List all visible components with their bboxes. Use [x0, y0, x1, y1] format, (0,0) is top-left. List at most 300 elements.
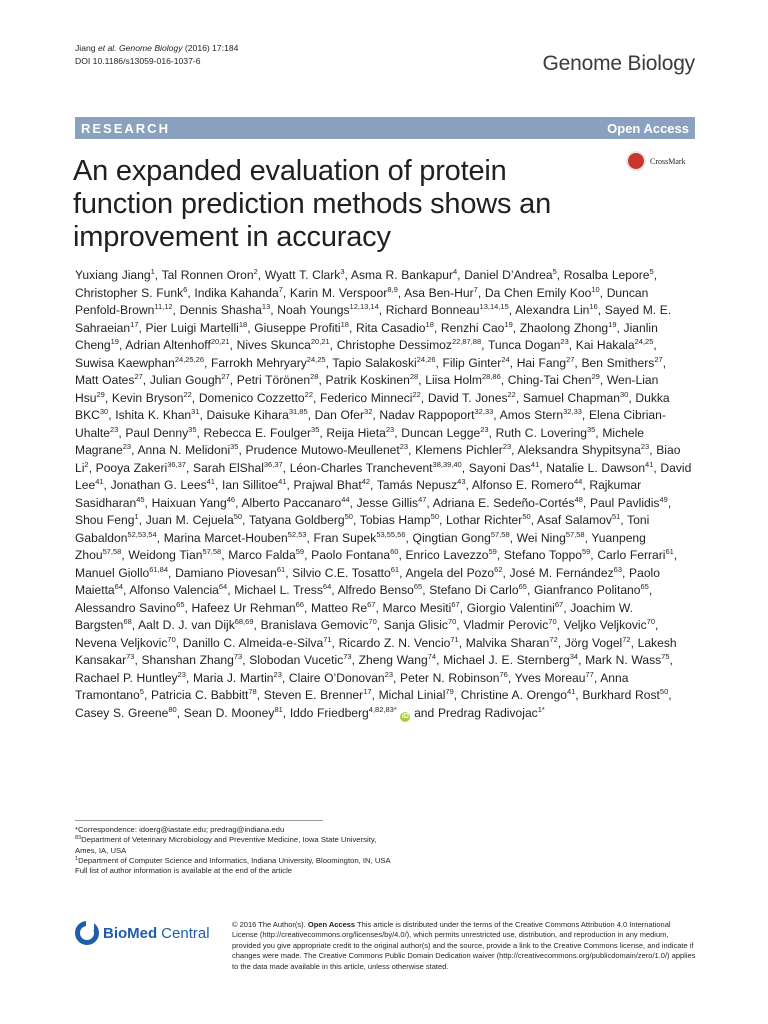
- author-affiliation: 68,69: [234, 617, 254, 626]
- author-name: Aleksandra Shypitsyna: [517, 443, 641, 457]
- license-open-access: Open Access: [307, 920, 356, 929]
- author-name: Kai Hakala: [575, 338, 635, 352]
- author-affiliation: 51: [611, 512, 621, 521]
- author: [383, 601, 460, 615]
- author-name: Toni Gabaldon: [75, 513, 650, 545]
- author-name: Dan Ofer: [314, 408, 365, 422]
- author-name: Haixuan Yang: [151, 495, 227, 510]
- author: [534, 583, 649, 597]
- author-affiliation: 71: [323, 634, 332, 644]
- author-name: Fran Supek: [313, 530, 377, 545]
- author-affiliation: 50: [233, 512, 243, 521]
- author-name: David Lee: [75, 460, 692, 492]
- author-affiliation: 16: [589, 302, 598, 311]
- author-name: Petri Törönen: [236, 373, 311, 387]
- author-affiliation: 41: [206, 477, 215, 486]
- author-affiliation: 23: [384, 669, 394, 679]
- author: [138, 618, 253, 632]
- author: [356, 321, 434, 335]
- author-name: Indika Kahanda: [194, 285, 279, 300]
- author-affiliation: 73: [126, 652, 135, 661]
- citation-journal: Genome Biology: [118, 43, 183, 53]
- author: [537, 513, 620, 527]
- author-affiliation: 57,58: [565, 529, 585, 539]
- author-name: Ishita K. Khan: [115, 408, 192, 422]
- author-affiliation: 28: [409, 372, 419, 381]
- author-name: Nevena Veljkovic: [75, 635, 168, 650]
- author-name: Hafeez Ur Rehman: [191, 600, 296, 615]
- author: [125, 338, 229, 352]
- author: [75, 356, 204, 370]
- author-name: Daniel D’Andrea: [464, 268, 553, 282]
- author-name: Da Chen Emily Koo: [484, 285, 592, 300]
- author-affiliation: 68: [123, 617, 132, 626]
- author-affiliation: 66: [295, 599, 304, 609]
- author-name: Wen-Lian Hsu: [75, 373, 659, 405]
- author-name: Alfredo Benso: [337, 583, 414, 597]
- author-affiliation: 60: [390, 547, 399, 556]
- author: [339, 636, 459, 650]
- author-name: Tamás Nepusz: [376, 478, 458, 492]
- author: [234, 583, 331, 597]
- author: [464, 268, 557, 282]
- author-name: Shou Feng: [75, 513, 135, 527]
- author: [128, 548, 221, 562]
- author: [311, 548, 398, 562]
- author-name: Weidong Tian: [128, 548, 203, 562]
- author-name: Iddo Friedberg: [289, 705, 369, 720]
- author: [313, 531, 405, 545]
- author: [150, 373, 230, 387]
- author-name: Asaf Salamov: [537, 513, 612, 527]
- author-name: Reija Hieta: [326, 425, 386, 440]
- author-affiliation: 6: [183, 284, 188, 294]
- author-affiliation: 23: [109, 424, 119, 434]
- author-affiliation: 8,9: [387, 284, 398, 294]
- biomed-central-logo[interactable]: [75, 921, 210, 945]
- author-affiliation: 31,85: [288, 407, 308, 416]
- author-affiliation: 46: [226, 494, 236, 504]
- author-name: Duncan Legge: [401, 425, 481, 440]
- author-affiliation: 24,25,26: [174, 354, 205, 364]
- author-affiliation: 41: [645, 459, 654, 469]
- license-prefix: © 2016 The Author(s).: [232, 920, 308, 929]
- author-name: Nives Skunca: [236, 338, 311, 352]
- author-affiliation: 10: [591, 284, 600, 294]
- author-name: Jonathan G. Lees: [110, 478, 207, 492]
- author: [520, 321, 617, 335]
- author: [377, 478, 466, 492]
- author-affiliation: 34: [569, 652, 579, 661]
- author: [112, 391, 192, 405]
- author-name: Sanja Glisic: [383, 618, 448, 632]
- author-affiliation: 77: [585, 669, 594, 679]
- author-name: Biao Li: [75, 443, 681, 475]
- author-affiliation: 22: [304, 389, 314, 399]
- author-name: Sayoni Das: [468, 460, 531, 475]
- author-name: Patricia C. Babbitt: [150, 688, 249, 702]
- author: [246, 443, 409, 457]
- author-name: Suwisa Kaewphan: [75, 355, 175, 370]
- author-name: Damiano Piovesan: [175, 565, 277, 580]
- affiliation-1: [75, 856, 395, 866]
- author: [443, 653, 578, 667]
- author-affiliation: 63: [613, 564, 622, 574]
- author-affiliation: 29: [96, 389, 105, 399]
- author-name: Zheng Wang: [358, 653, 428, 667]
- author-affiliation: 78: [248, 687, 257, 696]
- author: [500, 408, 582, 422]
- crossmark-badge[interactable]: [626, 151, 686, 171]
- author-affiliation: 32,33: [563, 407, 582, 416]
- author-name: Tal Ronnen Oron: [161, 268, 254, 282]
- affiliation-1-number: 1: [75, 855, 79, 862]
- author-name: Joachim W. Bargsten: [75, 600, 634, 632]
- author: [441, 321, 513, 335]
- author-affiliation: 22,87,88: [451, 337, 482, 346]
- citation-year-volume: (2016) 17:184: [182, 43, 239, 53]
- author-name: Danillo C. Almeida-e-Silva: [182, 635, 324, 650]
- author-affiliation: 30: [620, 389, 629, 399]
- author-affiliation: 65: [518, 582, 527, 591]
- affiliation-83-number: 83: [75, 835, 82, 842]
- doi[interactable]: DOI 10.1186/s13059-016-1037-6: [75, 55, 201, 66]
- biomed-central-icon: [75, 921, 99, 945]
- author-affiliation: 19: [504, 319, 513, 329]
- author-name: Renzhi Cao: [440, 320, 505, 335]
- author-affiliation: 59: [295, 547, 305, 556]
- author-name: Tobias Hamp: [359, 513, 431, 527]
- author-name: Christine A. Orengo: [460, 688, 567, 702]
- author-affiliation: 70: [646, 617, 655, 626]
- author-name: Rachael P. Huntley: [75, 670, 178, 685]
- author: [162, 268, 258, 282]
- author: [292, 566, 399, 580]
- author: [351, 268, 457, 282]
- author-name: Mark N. Wass: [585, 653, 662, 667]
- author-affiliation: 59: [581, 547, 591, 556]
- author-affiliation: 7: [278, 284, 283, 294]
- author-name: Gianfranco Politano: [533, 583, 641, 597]
- author-affiliation: 62: [494, 564, 503, 574]
- author-name: Anna N. Melidoni: [137, 443, 231, 457]
- author: [546, 461, 653, 475]
- author-name: Paolo Fontana: [311, 548, 391, 562]
- author: [249, 513, 353, 527]
- author-affiliation: 65: [176, 599, 185, 609]
- author-affiliation: 28: [310, 372, 319, 381]
- author: [429, 583, 527, 597]
- author: [590, 496, 668, 510]
- correspondence: *Correspondence: idoerg@iastate.edu; predrag@indiana.edu: [75, 825, 285, 834]
- author-name: Aalt D. J. van Dijk: [138, 618, 235, 632]
- author: [576, 338, 654, 352]
- author: [152, 496, 236, 510]
- author: [405, 548, 496, 562]
- author-affiliation: 35: [311, 424, 320, 434]
- author: [75, 601, 185, 615]
- author-name: Matteo Re: [311, 600, 368, 615]
- author: [194, 286, 283, 300]
- author: [175, 566, 285, 580]
- author-affiliation: 23: [122, 442, 132, 451]
- author-affiliation: 49: [659, 494, 668, 504]
- affiliation-83: [75, 835, 395, 856]
- author: [472, 478, 582, 492]
- author-name: Rita Casadio: [355, 320, 426, 335]
- author-name: Prajwal Bhat: [293, 478, 362, 492]
- author-name: Malvika Sharan: [465, 635, 550, 650]
- author: [151, 688, 257, 702]
- author: [290, 706, 397, 720]
- author: [75, 513, 139, 527]
- author: [379, 688, 454, 702]
- author: [75, 671, 186, 685]
- author-affiliation: 57,58: [202, 547, 222, 556]
- author-info-note: Full list of author information is available at the end of the article: [75, 866, 293, 876]
- author: [146, 321, 248, 335]
- author-affiliation: 5: [139, 687, 144, 696]
- citation-etal: et al.: [97, 43, 117, 53]
- author: [211, 356, 326, 370]
- author-name: Carlo Ferrari: [597, 548, 666, 562]
- author: [237, 373, 319, 387]
- author: [405, 566, 502, 580]
- author-affiliation: 74: [427, 652, 437, 661]
- author-affiliation: 23: [273, 669, 282, 679]
- author-affiliation: 38,39,40: [432, 459, 462, 469]
- author: [510, 566, 622, 580]
- author-name: Filip Ginter: [442, 355, 502, 370]
- author-affiliation: 72: [622, 634, 631, 644]
- author-name: Marina Marcet-Houben: [163, 530, 288, 545]
- author: [261, 618, 377, 632]
- author-name: Kevin Bryson: [111, 390, 184, 405]
- author: [264, 688, 372, 702]
- author-name: Noah Youngs: [277, 303, 350, 317]
- author-conjunction: and: [414, 705, 435, 720]
- author-name: Yuxiang Jiang: [75, 268, 151, 282]
- author-name: Patrik Koskinen: [325, 373, 410, 387]
- author: [461, 688, 575, 702]
- author-affiliation: 65: [640, 582, 649, 591]
- crossmark-label: CrossMark: [650, 156, 686, 166]
- author: [415, 443, 511, 457]
- author: [199, 391, 313, 405]
- author: [469, 461, 540, 475]
- author-name: Lothar Richter: [446, 513, 523, 527]
- author-affiliation: 7: [473, 284, 478, 294]
- author-affiliation: 48: [574, 494, 583, 504]
- affiliation-83-text: Department of Veterinary Microbiology and Preventive Medicine, Iowa State University, Ames, IA, USA: [75, 835, 377, 855]
- author-affiliation: 70: [167, 634, 176, 644]
- author-name: Tatyana Goldberg: [248, 513, 345, 527]
- author-affiliation: 3: [340, 267, 345, 276]
- author-affiliation: 50: [659, 687, 669, 696]
- author-affiliation: 23: [399, 442, 409, 451]
- author-name: Giuseppe Profiti: [254, 320, 341, 335]
- author-name: Ruth C. Lovering: [495, 425, 587, 440]
- author-name: Alessandro Savino: [75, 600, 177, 615]
- author: [75, 566, 168, 580]
- author-affiliation: 52,53: [287, 529, 307, 539]
- affiliation-1-text: Department of Computer Science and Informatics, Indiana University, Bloomington, IN, USA: [78, 855, 391, 865]
- author: [504, 548, 590, 562]
- author-affiliation: 4: [453, 267, 458, 276]
- author-affiliation: 27: [134, 372, 143, 381]
- author-affiliation: 24: [501, 354, 510, 364]
- author-affiliation: 36,37: [263, 459, 283, 469]
- author-name: Léon-Charles Tranchevent: [289, 460, 433, 475]
- author-affiliation: 22: [507, 389, 516, 399]
- author-affiliation: 35: [188, 424, 197, 434]
- author-affiliation: 71: [450, 634, 459, 644]
- author: [565, 636, 631, 650]
- author-name: Stefano Di Carlo: [429, 583, 519, 597]
- author-name: Michael J. E. Sternberg: [443, 653, 570, 667]
- author: [311, 601, 375, 615]
- author-affiliation: 27: [566, 354, 575, 364]
- author-name: Rosalba Lepore: [563, 268, 650, 282]
- author-name: Veljko Veljkovic: [563, 618, 647, 632]
- author-name: Julian Gough: [149, 373, 222, 387]
- author-affiliation: 24,26: [416, 354, 436, 364]
- author-name: José M. Fernández: [509, 565, 614, 580]
- author-affiliation: 73: [233, 652, 243, 661]
- author: [294, 478, 371, 492]
- author: [249, 653, 351, 667]
- author-name: Liisa Holm: [425, 373, 482, 387]
- author: [207, 408, 308, 422]
- author: [125, 426, 196, 440]
- author: [466, 636, 558, 650]
- author-name: Matt Oates: [75, 373, 135, 387]
- author-name: Juan M. Cejuela: [145, 513, 234, 527]
- author-affiliation: 17: [363, 687, 372, 696]
- author-affiliation: 53,55,56: [376, 529, 406, 539]
- author: [137, 443, 238, 457]
- author: [496, 426, 596, 440]
- author-name: Federico Minneci: [320, 390, 413, 405]
- author-name: Ian Sillitoe: [222, 478, 279, 492]
- author: [401, 426, 488, 440]
- author-affiliation: 18: [238, 319, 248, 329]
- author-affiliation: 24,25: [634, 337, 654, 346]
- article-type-banner: [75, 117, 695, 139]
- author-name: Alfonso Valencia: [129, 583, 219, 597]
- author-name: Alberto Paccanaro: [241, 495, 342, 510]
- author-name: Ricardo Z. N. Vencio: [338, 635, 451, 650]
- author-affiliation: 57,58: [102, 547, 122, 556]
- author-list: Yuxiang Jiang$^1$, Tal Ronnen Oron$^2$, Wyatt T. Clark$^3$, Asma R. Bankapur$^4$, Daniel D’Andrea$^5$, Rosalba Lepore$^5$, Christopher S. Funk$^6$, Indika Kahanda$^7$, Karin M. Verspoor$^{8,9}$, Asa Ben-Hur$^7$, Da Chen Emily Koo$^{10}$, Duncan Penfold-Brown$^{11,12}$, Dennis Shasha$^{13}$, Noah Youngs$^{12,13,14}$, Richard Bonneau$^{13,14,15}$, Alexandra Lin$^{16}$, Sayed M. E. Sahraeian$^{17}$, Pier Luigi Martelli$^{18}$, Giuseppe Profiti$^{18}$, Rita Casadio$^{18}$, Renzhi Cao$^{19}$, Zhaolong Zhong$^{19}$, Jianlin Cheng$^{19}$, Adrian Altenhoff$^{20,21}$, Nives Skunca$^{20,21}$, Christophe Dessimoz$^{22,87,88}$, Tunca Dogan$^{23}$, Kai Hakala$^{24,25}$, Suwisa Kaewphan$^{24,25,26}$, Farrokh Mehryary$^{24,25}$, Tapio Salakoski$^{24,26}$, Filip Ginter$^{24}$, Hai Fang$^{27}$, Ben Smithers$^{27}$, Matt Oates$^{27}$, Julian Gough$^{27}$, Petri Törönen$^{28}$, Patrik Koskinen$^{28}$, Liisa Holm$^{28,86}$, Ching-Tai Chen$^{29}$, Wen-Lian Hsu$^{29}$, Kevin Bryson$^{22}$, Domenico Cozzetto$^{22}$, Federico Minneci$^{22}$, David T. Jones$^{22}$, Samuel Chapman$^{30}$, Dukka BKC$^{30}$, Ishita K. Khan$^{31}$, Daisuke Kihara$^{31,85}$, Dan Ofer$^{32}$, Nadav Rappoport$^{32,33}$, Amos Stern$^{32,33}$, Elena Cibrian-Uhalte$^{23}$, Paul Denny$^{35}$, Rebecca E. Foulger$^{35}$, Reija Hieta$^{23}$, Duncan Legge$^{23}$, Ruth C. Lovering$^{35}$, Michele Magrane$^{23}$, Anna N. Melidoni$^{35}$, Prudence Mutowo-Meullenet$^{23}$, Klemens Pichler$^{23}$, Aleksandra Shypitsyna$^{23}$, Biao Li$^2$, Pooya Zakeri$^{36,37}$, Sarah ElShal$^{36,37}$, Léon-Charles Tranchevent$^{38,39,40}$, Sayoni Das$^{41}$, Natalie L. Dawson$^{41}$, David Lee$^{41}$, Jonathan G. Lees$^{41}$, Ian Sillitoe$^{41}$, Prajwal Bhat$^{42}$, Tamás Nepusz$^{43}$, Alfonso E. Romero$^{44}$, Rajkumar Sasidharan$^{45}$, Haixuan Yang$^{46}$, Alberto Paccanaro$^{44}$, Jesse Gillis$^{47}$, Adriana E. Sedeño-Cortés$^{48}$, Paul Pavlidis$^{49}$, Shou Feng$^1$, Juan M. Cejuela$^{50}$, Tatyana Goldberg$^{50}$, Tobias Hamp$^{50}$, Lothar Richter$^{50}$, Asaf Salamov$^{51}$, Toni Gabaldon$^{52,53,54}$, Marina Marcet-Houben$^{52,53}$, Fran Supek$^{53,55,56}$, Qingtian Gong$^{57,58}$, Wei Ning$^{57,58}$, Yuanpeng Zhou$^{57,58}$, Weidong Tian$^{57,58}$, Marco Falda$^{59}$, Paolo Fontana$^{60}$, Enrico Lavezzo$^{59}$, Stefano Toppo$^{59}$, Carlo Ferrari$^{61}$, Manuel Giollo$^{61,84}$, Damiano Piovesan$^{61}$, Silvio C.E. Tosatto$^{61}$, Angela del Pozo$^{62}$, José M. Fernández$^{63}$, Paolo Maietta$^{64}$, Alfonso Valencia$^{64}$, Michael L. Tress$^{64}$, Alfredo Benso$^{65}$, Stefano Di Carlo$^{65}$, Gianfranco Politano$^{65}$, Alessandro Savino$^{65}$, Hafeez Ur Rehman$^{66}$, Matteo Re$^{67}$, Marco Mesiti$^{67}$, Giorgio Valentini$^{67}$, Joachim W. Bargsten$^{68}$, Aalt D. J. van Dijk$^{68,69}$, Branislava Gemovic$^{70}$, Sanja Glisic$^{70}$, Vladmir Perovic$^{70}$, Veljko Veljkovic$^{70}$, Nevena Veljkovic$^{70}$, Danillo C. Almeida-e-Silva$^{71}$, Ricardo Z. N. Vencio$^{71}$, Malvika Sharan$^{72}$, Jörg Vogel$^{72}$, Lakesh Kansakar$^{73}$, Shanshan Zhang$^{73}$, Slobodan Vucetic$^{73}$, Zheng Wang$^{74}$, Michael J. E. Sternberg$^{34}$, Mark N. Wass$^{75}$, Rachael P. Huntley$^{23}$, Maria J. Martin$^{23}$, Claire O’Donovan$^{23}$, Peter N. Robinson$^{76}$, Yves Moreau$^{77}$, Anna Tramontano$^5$, Patricia C. Babbitt$^{78}$, Steven E. Brenner$^{17}$, Michal Linial$^{79}$, Christine A. Orengo$^{41}$, Burkhard Rost$^{50}$, Casey S. Greene$^{80}$, Sean D. Mooney$^{81}$, Iddo Friedberg$^{4,82,83*}$ iD and Predrag Radivojac$^{1*}$: [75, 267, 692, 720]
- author-name: Jianlin Cheng: [75, 320, 658, 352]
- license-text: [232, 920, 696, 972]
- author: [581, 356, 662, 370]
- author: [485, 286, 600, 300]
- author-affiliation: 29: [591, 372, 600, 381]
- author: [75, 268, 155, 282]
- author-name: Claire O’Donovan: [288, 670, 385, 685]
- author-affiliation: 67: [367, 599, 376, 609]
- author: [193, 461, 283, 475]
- author-name: Alexandra Lin: [515, 303, 590, 317]
- author: [237, 338, 330, 352]
- author-name: Daisuke Kihara: [206, 408, 289, 422]
- author: [582, 688, 668, 702]
- author: [228, 548, 304, 562]
- author-name: Angela del Pozo: [405, 565, 495, 580]
- author-name: Yuanpeng Zhou: [75, 530, 646, 562]
- author-name: David T. Jones: [427, 390, 508, 405]
- author-affiliation: 13: [261, 302, 271, 311]
- author-affiliation: 44: [573, 477, 583, 486]
- author: [425, 373, 501, 387]
- author-name: Domenico Cozzetto: [198, 390, 305, 405]
- author-name: Pooya Zakeri: [95, 460, 168, 475]
- author: [488, 338, 569, 352]
- author-affiliation: 18: [425, 319, 434, 329]
- author: [183, 636, 332, 650]
- author-affiliation: 24,25: [306, 354, 326, 364]
- footnotes: [75, 825, 395, 876]
- author-affiliation: 17: [130, 319, 139, 329]
- author-name: Farrokh Mehryary: [211, 355, 307, 370]
- author: [338, 583, 423, 597]
- author-name: Enrico Lavezzo: [405, 548, 489, 562]
- author: [204, 426, 320, 440]
- article-title: An expanded evaluation of protein function prediction methods shows an improvement in accuracy: [73, 155, 552, 253]
- open-access-label: Open Access: [607, 120, 689, 136]
- author-name: Hai Fang: [516, 355, 567, 370]
- author-name: Christophe Dessimoz: [336, 338, 452, 352]
- author: [241, 496, 349, 510]
- author-affiliation: 80: [168, 704, 177, 714]
- author: [438, 706, 545, 720]
- author-name: Sarah ElShal: [193, 460, 264, 475]
- author-name: Vladmir Perovic: [463, 618, 549, 632]
- author-name: Asa Ben-Hur: [404, 285, 474, 300]
- author: [75, 286, 187, 300]
- author-name: Samuel Chapman: [522, 390, 620, 405]
- crossmark-icon: [626, 151, 646, 171]
- author-name: Ben Smithers: [581, 355, 655, 370]
- author: [400, 671, 508, 685]
- author: [277, 303, 378, 317]
- author-affiliation: 12,13,14: [349, 302, 379, 311]
- author: [597, 548, 674, 562]
- author-name: Amos Stern: [499, 408, 564, 422]
- author: [111, 478, 215, 492]
- author: [467, 601, 563, 615]
- author-name: Wei Ning: [516, 530, 566, 545]
- author: [357, 496, 427, 510]
- author: [180, 303, 271, 317]
- author-affiliation: 23: [640, 442, 650, 451]
- author-affiliation: 19: [608, 319, 617, 329]
- orcid-icon[interactable]: iD: [401, 712, 409, 720]
- author-affiliation: 22: [412, 389, 421, 399]
- author-name: Maria J. Martin: [192, 670, 274, 685]
- author-name: Lakesh Kansakar: [75, 635, 677, 667]
- author-name: Duncan Penfold-Brown: [75, 285, 649, 317]
- author-affiliation: 27: [221, 372, 230, 381]
- author-name: Pier Luigi Martelli: [145, 320, 239, 335]
- author: [184, 706, 283, 720]
- author: [517, 531, 585, 545]
- author: [75, 636, 176, 650]
- author-name: Qingtian Gong: [412, 530, 491, 545]
- author-affiliation: 23: [480, 424, 489, 434]
